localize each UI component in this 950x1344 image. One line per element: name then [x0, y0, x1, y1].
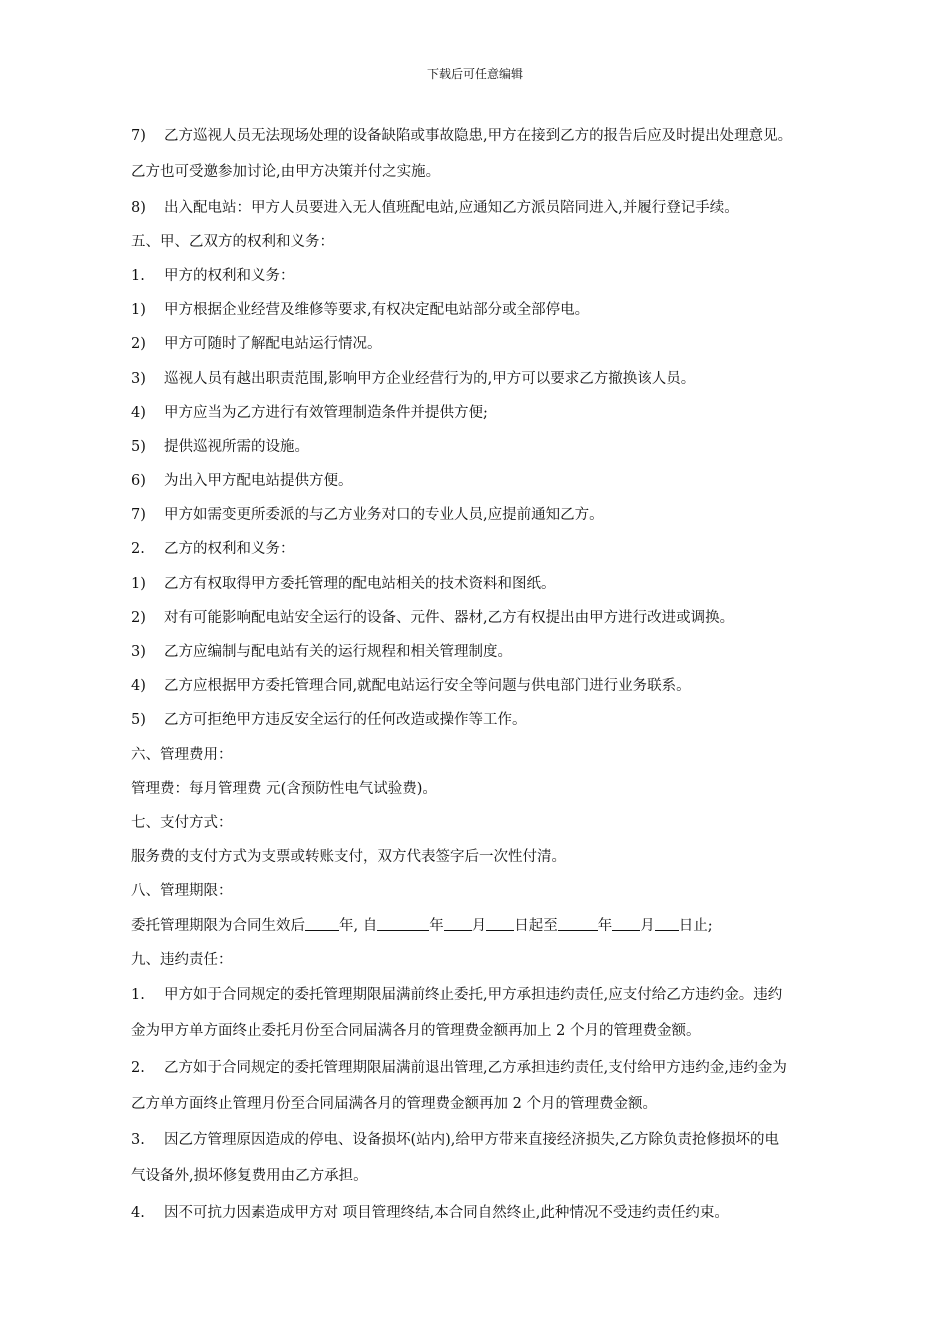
document-line — [131, 669, 891, 703]
line-text: 甲方应当为乙方进行有效管理制造条件并提供方便; — [164, 404, 488, 421]
document-line — [131, 806, 891, 840]
line-text: 五、甲、乙双方的权利和义务： — [131, 233, 334, 250]
line-text: 乙方应编制与配电站有关的运行规程和相关管理制度。 — [164, 644, 512, 661]
line-text: 乙方也可受邀参加讨论,由甲方决策并付之实施。 — [131, 164, 441, 181]
line-text: 甲方如需变更所委派的与乙方业务对口的专业人员,应提前通知乙方。 — [164, 507, 604, 524]
document-line — [131, 498, 891, 532]
item-number: 5) — [131, 712, 146, 729]
item-number: 1) — [131, 575, 146, 592]
line-text: 服务费的支付方式为支票或转账支付，双方代表签字后一次性付清。 — [131, 849, 566, 866]
line-text: 管理费：每月管理费 元(含预防性电气试验费)。 — [131, 780, 437, 797]
document-line — [131, 1158, 891, 1194]
term-text: 日止; — [678, 917, 713, 934]
document-line — [131, 191, 891, 225]
fill-in-blank[interactable] — [558, 916, 598, 931]
document-line — [131, 567, 891, 601]
document-line — [131, 1122, 891, 1158]
document-line — [131, 1013, 891, 1049]
item-number: 2) — [131, 609, 146, 626]
item-number: 6) — [131, 473, 146, 490]
term-text: 月 — [640, 917, 655, 934]
line-text: 气设备外,损坏修复费用由乙方承担。 — [131, 1168, 368, 1185]
line-text: 七、支付方式： — [131, 814, 233, 831]
line-text: 乙方应根据甲方委托管理合同,就配电站运行安全等问题与供电部门进行业务联系。 — [164, 678, 691, 695]
fill-in-blank[interactable] — [612, 916, 640, 931]
document-line — [131, 362, 891, 396]
document-line — [131, 293, 891, 327]
item-number: 5) — [131, 438, 146, 455]
line-text: 因不可抗力因素造成甲方对 项目管理终结,本合同自然终止,此种情况不受违约责任约束。 — [164, 1204, 729, 1221]
term-text: 委托管理期限为合同生效后 — [131, 917, 305, 934]
line-text: 六、管理费用： — [131, 746, 233, 763]
line-text: 甲方可随时了解配电站运行情况。 — [164, 336, 382, 353]
document-line — [131, 635, 891, 669]
item-number: 4) — [131, 404, 146, 421]
line-text: 为出入甲方配电站提供方便。 — [164, 473, 353, 490]
line-text: 甲方如于合同规定的委托管理期限届满前终止委托,甲方承担违约责任,应支付给乙方违约金。违约 — [164, 986, 783, 1003]
document-line — [131, 396, 891, 430]
item-number: 7) — [131, 128, 146, 144]
fill-in-blank[interactable] — [377, 916, 429, 931]
term-text: 年 — [597, 917, 613, 934]
document-line — [131, 943, 891, 977]
item-number: 4. — [131, 1204, 145, 1221]
fill-in-blank[interactable] — [655, 916, 679, 931]
term-text: 日起至 — [514, 917, 558, 934]
item-number: 2) — [131, 336, 146, 353]
line-text: 八、管理期限： — [131, 883, 233, 900]
line-text: 乙方单方面终止管理月份至合同届满各月的管理费金额再加 2 个月的管理费金额。 — [131, 1095, 657, 1112]
document-line — [131, 840, 891, 874]
document-line — [131, 118, 891, 154]
document-body — [131, 118, 891, 1231]
item-number: 3. — [131, 1132, 145, 1149]
line-text: 乙方的权利和义务： — [164, 541, 295, 558]
line-text: 乙方如于合同规定的委托管理期限届满前退出管理,乙方承担违约责任,支付给甲方违约金,违约金为 — [164, 1059, 787, 1076]
document-line — [131, 154, 891, 190]
item-number: 8) — [131, 199, 146, 216]
document-line — [131, 703, 891, 737]
line-text: 因乙方管理原因造成的停电、设备损坏(站内),给甲方带来直接经济损失,乙方除负责抢修损坏的电 — [164, 1132, 780, 1149]
term-text: 年 — [429, 917, 444, 934]
document-line — [131, 532, 891, 566]
document-line — [131, 874, 891, 908]
line-text: 提供巡视所需的设施。 — [164, 438, 309, 455]
term-text: 年, 自 — [339, 917, 378, 934]
item-number: 3) — [131, 370, 146, 387]
document-line — [131, 259, 891, 293]
line-text: 甲方的权利和义务： — [164, 267, 295, 284]
item-number: 4) — [131, 678, 146, 695]
line-text: 乙方可拒绝甲方违反安全运行的任何改造或操作等工作。 — [164, 712, 527, 729]
line-text: 出入配电站：甲方人员要进入无人值班配电站,应通知乙方派员陪同进入,并履行登记手续。 — [164, 199, 739, 216]
document-line — [131, 1195, 891, 1231]
fill-in-blank[interactable] — [444, 916, 472, 931]
line-text: 对有可能影响配电站安全运行的设备、元件、器材,乙方有权提出由甲方进行改进或调换。 — [164, 609, 735, 626]
fill-in-blank[interactable] — [305, 916, 339, 931]
term-text: 月 — [471, 917, 487, 934]
line-text: 巡视人员有越出职责范围,影响甲方企业经营行为的,甲方可以要求乙方撤换该人员。 — [164, 370, 696, 387]
document-line — [131, 430, 891, 464]
management-term-line — [131, 909, 891, 943]
document-line — [131, 977, 891, 1013]
document-line — [131, 1050, 891, 1086]
item-number: 2. — [131, 1059, 145, 1076]
document-line — [131, 464, 891, 498]
item-number: 1. — [131, 267, 145, 284]
document-line — [131, 327, 891, 361]
item-number: 3) — [131, 644, 146, 661]
document-line — [131, 1086, 891, 1122]
page-header: 下载后可任意编辑 — [426, 67, 523, 81]
document-line — [131, 225, 891, 259]
fill-in-blank[interactable] — [486, 916, 514, 931]
item-number: 7) — [131, 507, 146, 524]
line-text: 甲方根据企业经营及维修等要求,有权决定配电站部分或全部停电。 — [164, 302, 590, 319]
item-number: 1) — [131, 302, 146, 319]
document-line — [131, 772, 891, 806]
document-line — [131, 601, 891, 635]
document-line — [131, 738, 891, 772]
line-text: 乙方巡视人员无法现场处理的设备缺陷或事故隐患,甲方在接到乙方的报告后应及时提出处理意见。 — [164, 128, 793, 144]
line-text: 金为甲方单方面终止委托月份至合同届满各月的管理费金额再加上 2 个月的管理费金额。 — [131, 1023, 701, 1040]
line-text: 九、违约责任： — [131, 951, 233, 968]
item-number: 2. — [131, 541, 145, 558]
item-number: 1. — [131, 986, 145, 1003]
line-text: 乙方有权取得甲方委托管理的配电站相关的技术资料和图纸。 — [164, 575, 556, 592]
